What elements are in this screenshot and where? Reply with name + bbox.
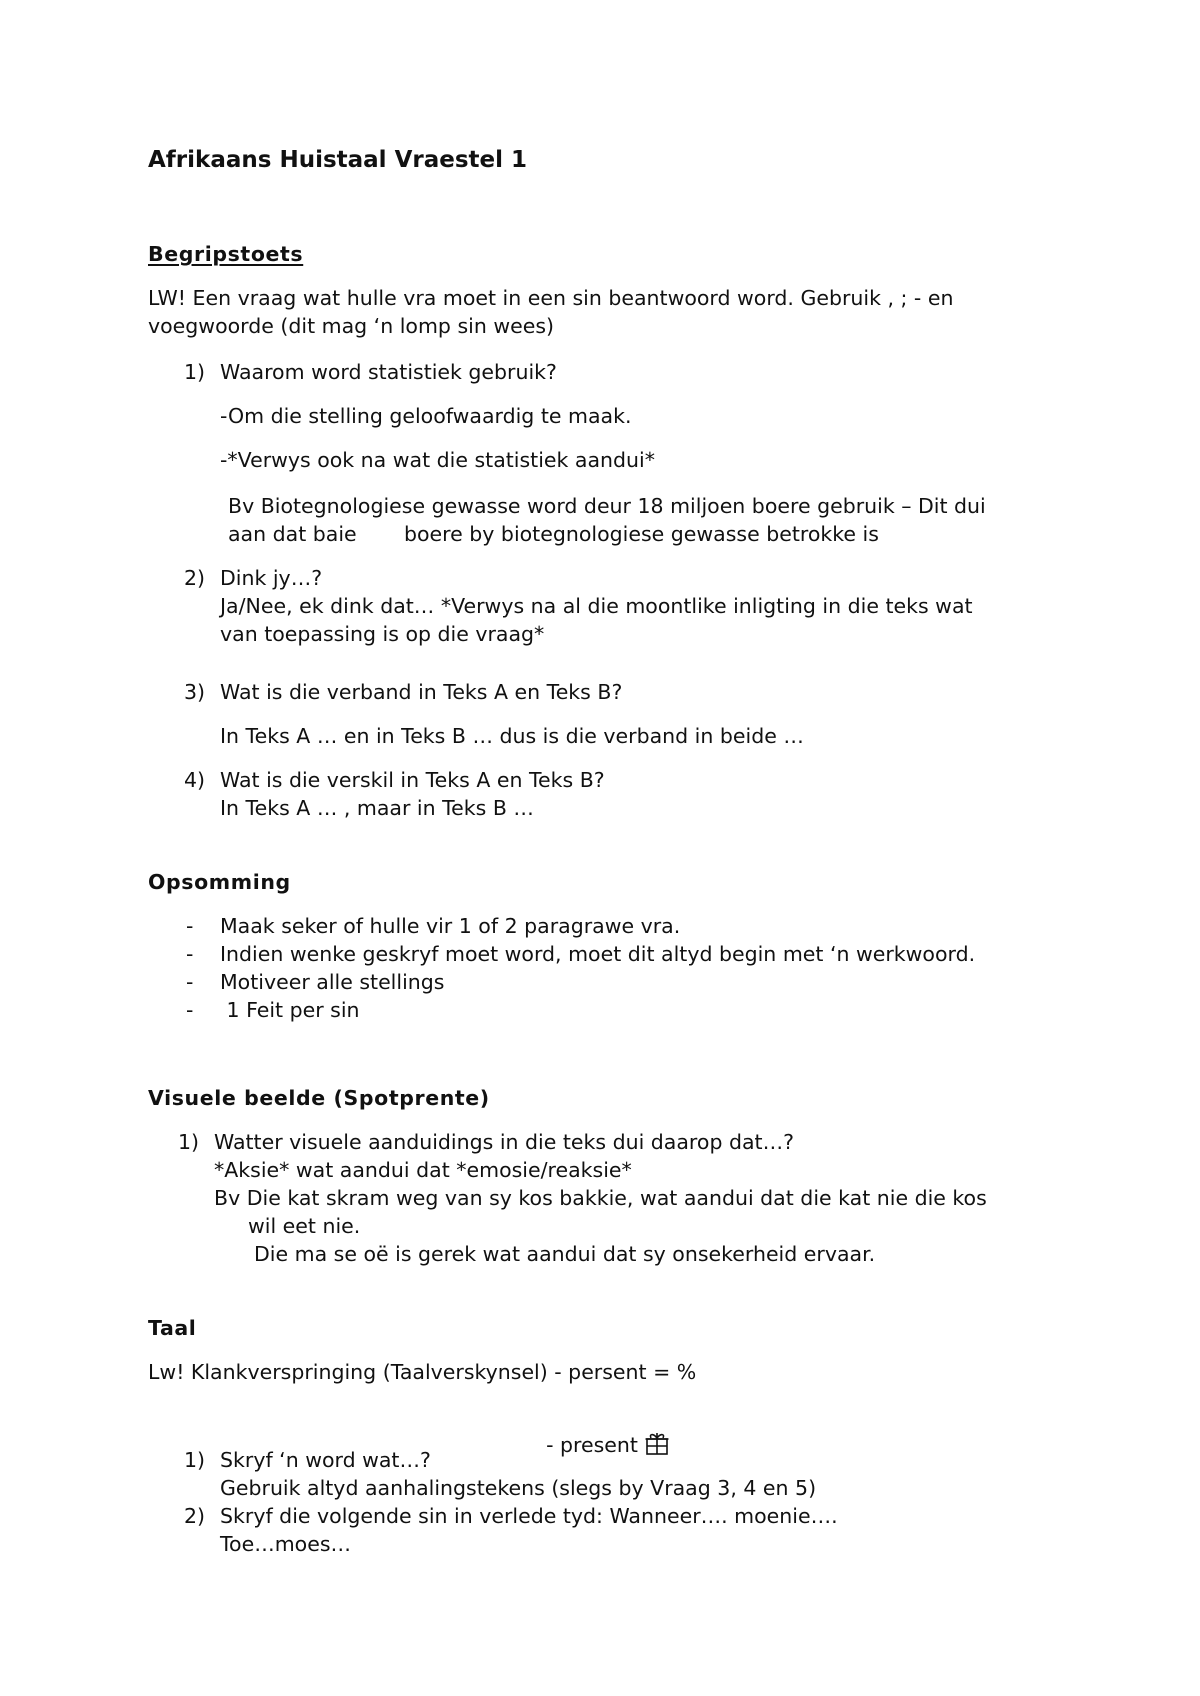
- question-number: 2): [184, 566, 206, 590]
- answer-line: -*Verwys ook na wat die statistiek aandui*: [220, 448, 655, 472]
- question-text: Skryf die volgende sin in verlede tyd: Wanneer…. moenie….: [220, 1504, 838, 1528]
- question-text: Wat is die verband in Teks A en Teks B?: [220, 680, 623, 704]
- gift-icon: [644, 1430, 670, 1463]
- question-text: Watter visuele aanduidings in die teks dui daarop dat…?: [214, 1130, 794, 1154]
- bullet-dash: -: [186, 942, 194, 966]
- list-item: 1 Feit per sin: [220, 998, 360, 1022]
- section-heading-visuele-beelde: Visuele beelde (Spotprente): [148, 1086, 490, 1110]
- example-line: aan dat baie: [228, 522, 357, 546]
- section-heading-taal: Taal: [148, 1316, 197, 1340]
- question-text: Wat is die verskil in Teks A en Teks B?: [220, 768, 605, 792]
- example-line: wil eet nie.: [248, 1214, 361, 1238]
- bullet-dash: -: [186, 914, 194, 938]
- answer-line: In Teks A … , maar in Teks B …: [220, 796, 534, 820]
- question-number: 1): [184, 360, 206, 384]
- example-line: Bv Die kat skram weg van sy kos bakkie, wat aandui dat die kat nie die kos: [214, 1186, 987, 1210]
- answer-line: Gebruik altyd aanhalingstekens (slegs by Vraag 3, 4 en 5): [220, 1476, 817, 1500]
- page-title: Afrikaans Huistaal Vraestel 1: [148, 147, 528, 173]
- intro-line-2: voegwoorde (dit mag ‘n lomp sin wees): [148, 314, 554, 338]
- answer-line: van toepassing is op die vraag*: [220, 622, 545, 646]
- answer-line: In Teks A … en in Teks B … dus is die verband in beide …: [220, 724, 804, 748]
- question-number: 2): [184, 1504, 206, 1528]
- question-text: Waarom word statistiek gebruik?: [220, 360, 557, 384]
- note-line: Lw! Klankverspringing (Taalverskynsel) - persent = %: [148, 1360, 697, 1384]
- question-text: Dink jy…?: [220, 566, 323, 590]
- answer-line: *Aksie* wat aandui dat *emosie/reaksie*: [214, 1158, 632, 1182]
- example-line: boere by biotegnologiese gewasse betrokke is: [404, 522, 879, 546]
- present-text: - present: [546, 1433, 638, 1457]
- section-heading-opsomming: Opsomming: [148, 870, 291, 894]
- question-text: Skryf ‘n word wat…?: [220, 1448, 431, 1472]
- example-line: Bv Biotegnologiese gewasse word deur 18 miljoen boere gebruik – Dit dui: [228, 494, 986, 518]
- list-item: Indien wenke geskryf moet word, moet dit altyd begin met ‘n werkwoord.: [220, 942, 976, 966]
- answer-line: -Om die stelling geloofwaardig te maak.: [220, 404, 632, 428]
- answer-line: Ja/Nee, ek dink dat… *Verwys na al die moontlike inligting in die teks wat: [220, 594, 973, 618]
- section-heading-begripstoets: Begripstoets: [148, 242, 304, 266]
- question-number: 4): [184, 768, 206, 792]
- question-number: 3): [184, 680, 206, 704]
- answer-line: Toe…moes…: [220, 1532, 351, 1556]
- question-number: 1): [178, 1130, 200, 1154]
- bullet-dash: -: [186, 998, 194, 1022]
- list-item: Maak seker of hulle vir 1 of 2 paragrawe vra.: [220, 914, 681, 938]
- question-number: 1): [184, 1448, 206, 1472]
- list-item: Motiveer alle stellings: [220, 970, 445, 994]
- bullet-dash: -: [186, 970, 194, 994]
- example-line: Die ma se oë is gerek wat aandui dat sy onsekerheid ervaar.: [254, 1242, 876, 1266]
- intro-line-1: LW! Een vraag wat hulle vra moet in een sin beantwoord word. Gebruik , ; - en: [148, 286, 954, 310]
